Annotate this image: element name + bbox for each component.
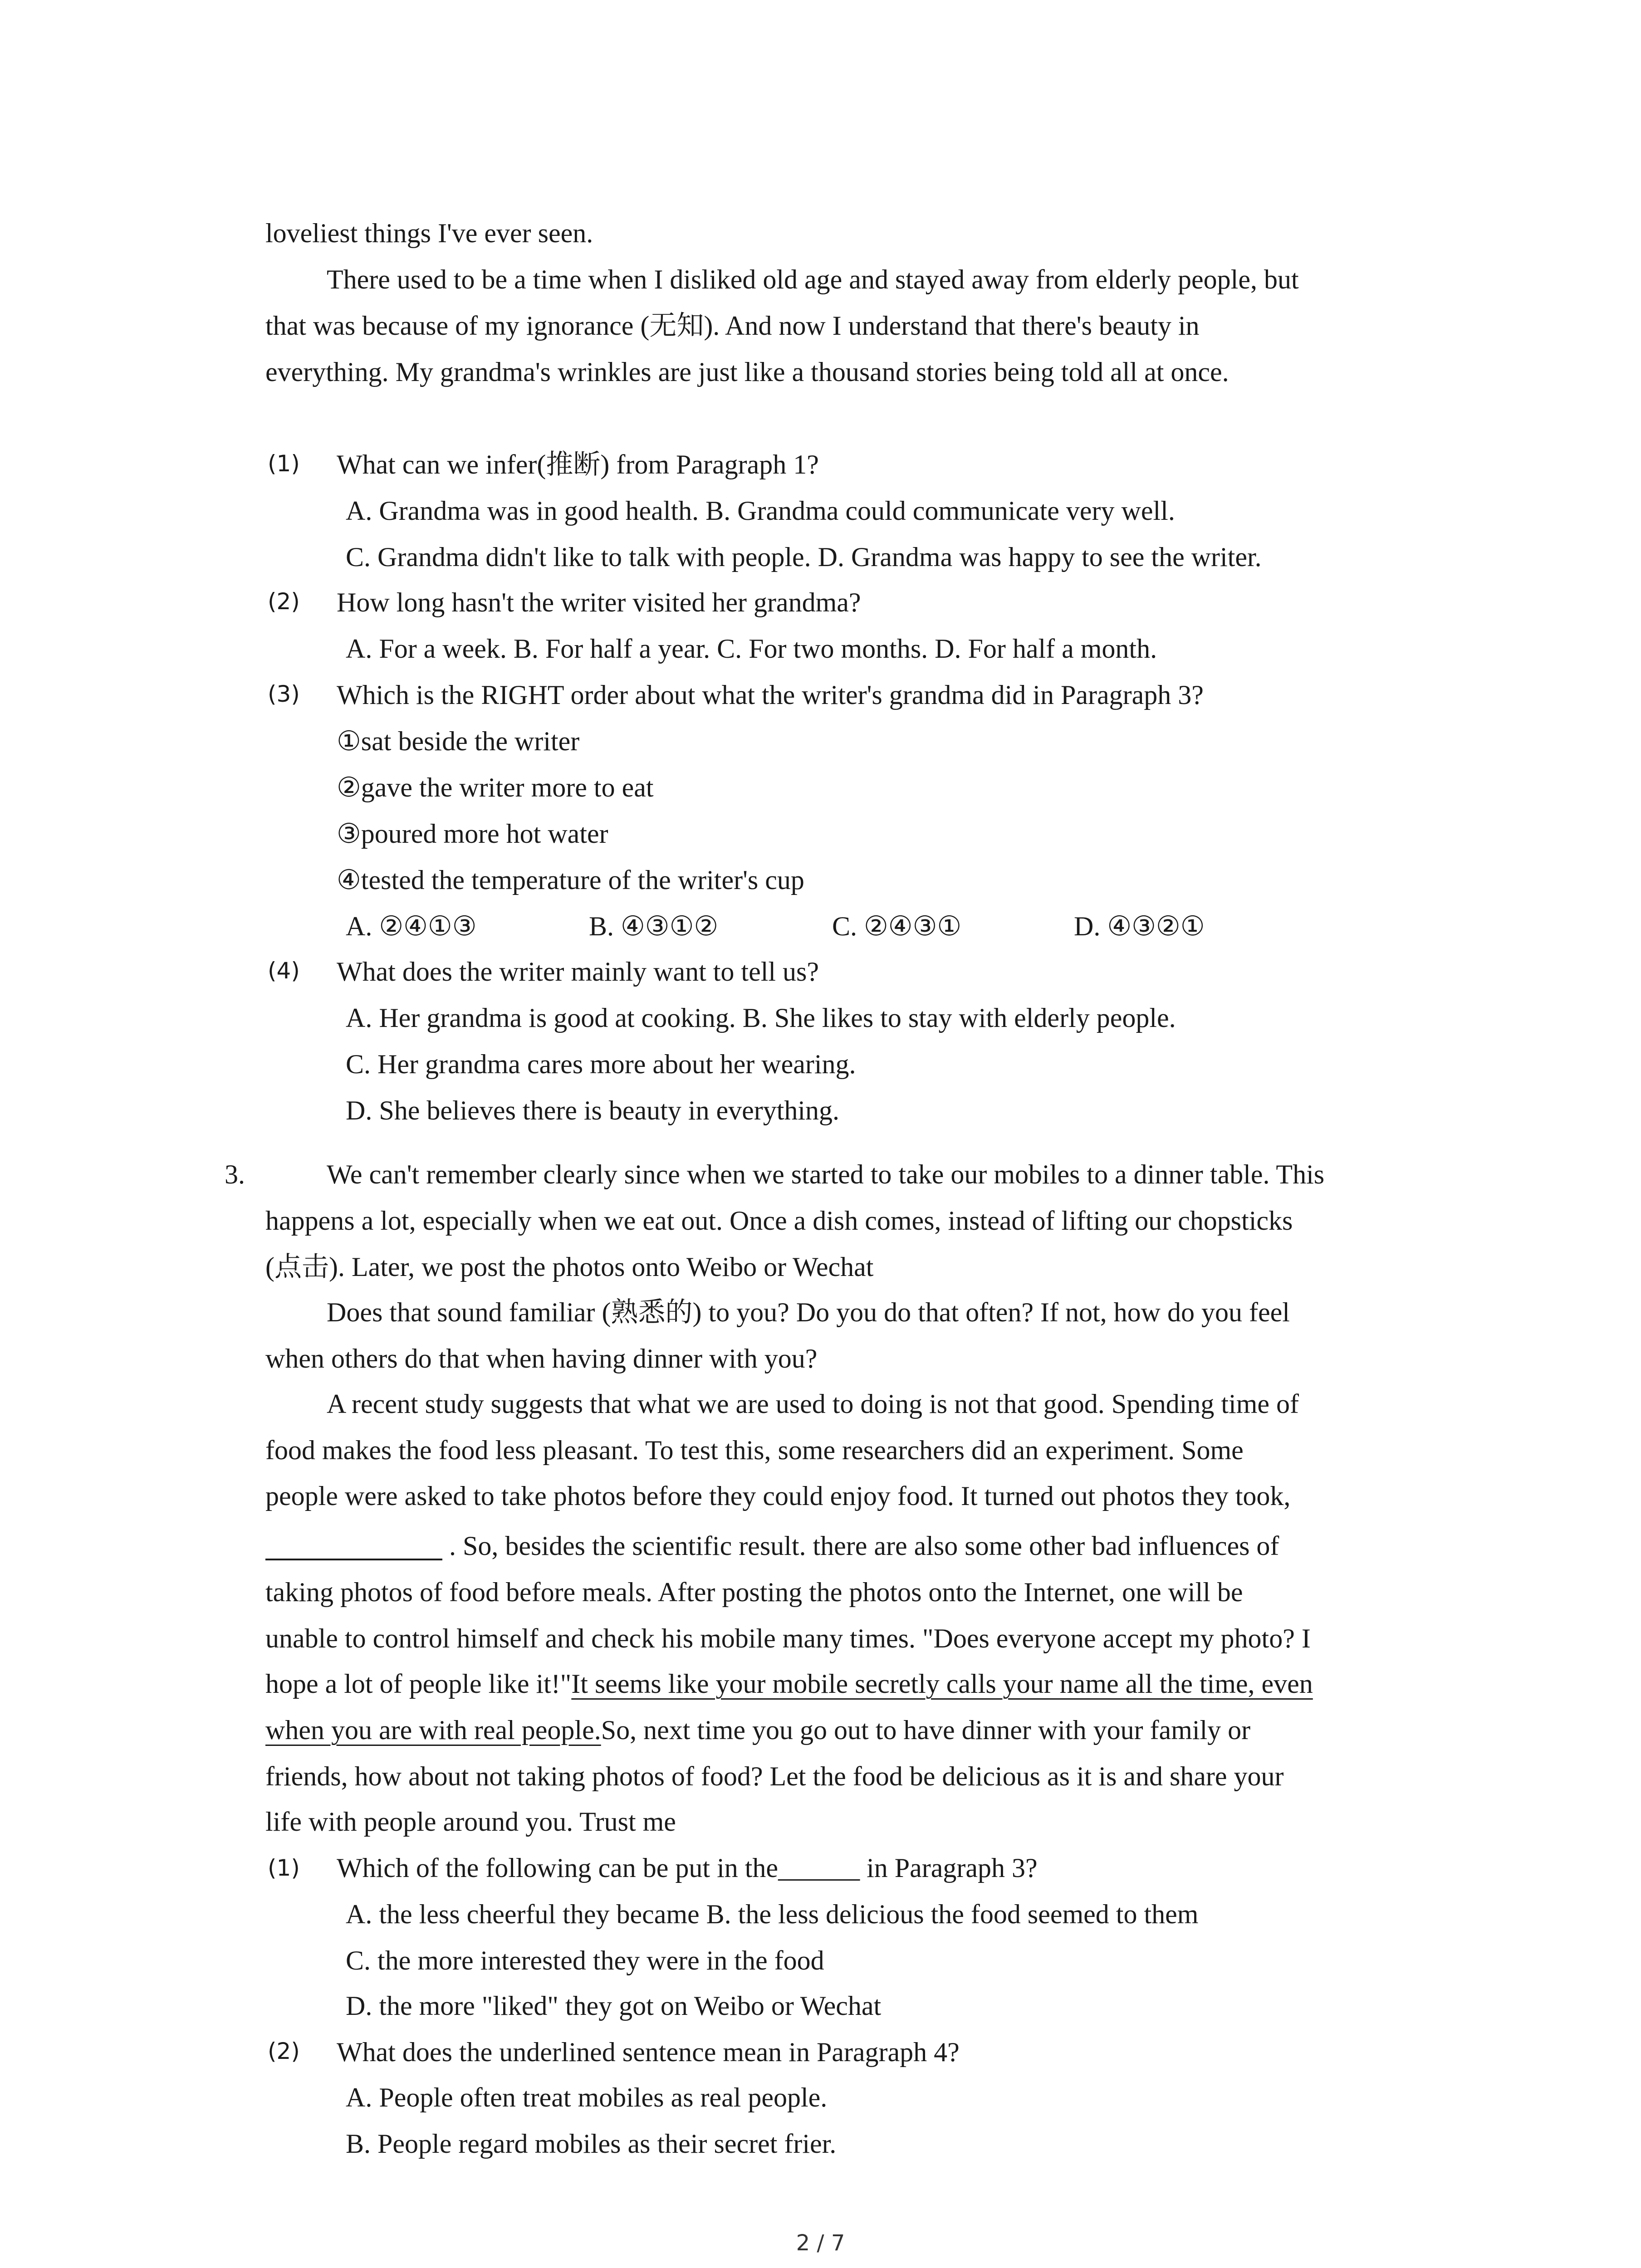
answer-options[interactable]: A. the less cheerful they became B. the less delicious the food seemed to them [346,1899,1199,1929]
underlined-sentence: when you are with real people. [265,1715,601,1745]
question-number: (1) [268,450,300,477]
question-stem [337,1852,1038,1884]
text-line: . So, besides the scientific result. there are also some other bad influences of [449,1531,1279,1561]
text-line: that was because of my ignorance (无知). And now I understand that there's beauty in [265,311,1200,341]
question-stem: How long hasn't the writer visited her grandma? [337,587,861,617]
passage-number: 3. [225,1159,245,1189]
text-line: loveliest things I've ever seen. [265,218,593,248]
question-number: (2) [268,2038,300,2064]
question-stem: What does the underlined sentence mean in Paragraph 4? [337,2037,960,2067]
text-line: food makes the food less pleasant. To test this, some researchers did an experiment. Some [265,1435,1244,1465]
question-number: (3) [268,681,300,707]
text-line: A recent study suggests that what we are used to doing is not that good. Spending time of [327,1389,1299,1419]
question-stem-part: in Paragraph 3? [860,1853,1038,1883]
blank-marker: ______ [778,1853,860,1883]
answer-option-d[interactable]: D. ④③②① [1074,911,1205,941]
text-line: unable to control himself and check his mobile many times. "Does everyone accept my photo? I [265,1623,1311,1653]
question-stem-part: Which of the following can be put in the [337,1853,779,1883]
text-line: when others do that when having dinner with you? [265,1344,818,1374]
text-line: Does that sound familiar (熟悉的) to you? Do you do that often? If not, how do you feel [327,1297,1290,1327]
text-line [265,1667,1313,1700]
question-number: (2) [268,588,300,615]
text-line [265,1714,1250,1746]
text-line: friends, how about not taking photos of food? Let the food be delicious as it is and share your [265,1761,1284,1791]
answer-option-a[interactable]: A. ②④①③ [346,911,477,941]
sequence-item: ③poured more hot water [337,819,608,849]
question-number: (4) [268,958,300,984]
underlined-sentence: It seems like your mobile secretly calls your name all the time, even [571,1669,1313,1699]
text-line: life with people around you. Trust me [265,1807,676,1837]
text-line: everything. My grandma's wrinkles are just like a thousand stories being told all at once. [265,357,1229,387]
page-number: 2 / 7 [796,2230,845,2256]
answer-option-c[interactable]: C. Her grandma cares more about her wearing. [346,1049,856,1079]
sequence-item: ④tested the temperature of the writer's cup [337,865,804,895]
sequence-item: ①sat beside the writer [337,726,580,756]
fill-in-blank [265,1559,442,1560]
answer-option-d[interactable]: D. the more "liked" they got on Weibo or Wechat [346,1991,882,2021]
answer-option-d[interactable]: D. She believes there is beauty in everything. [346,1095,840,1125]
answer-option-b[interactable]: B. ④③①② [589,911,719,941]
text-line: (点击). Later, we post the photos onto Weibo or Wechat [265,1252,874,1282]
answer-option-c[interactable]: C. ②④③① [832,911,962,941]
question-stem: Which is the RIGHT order about what the writer's grandma did in Paragraph 3? [337,680,1204,710]
question-stem: What can we infer(推断) from Paragraph 1? [337,450,819,479]
answer-options[interactable]: A. Grandma was in good health. B. Grandma could communicate very well. [346,496,1175,526]
answer-options[interactable]: C. Grandma didn't like to talk with people. D. Grandma was happy to see the writer. [346,542,1262,572]
text-line: We can't remember clearly since when we started to take our mobiles to a dinner table. This [327,1159,1325,1189]
text-line: people were asked to take photos before they could enjoy food. It turned out photos they took, [265,1481,1291,1511]
sequence-item: ②gave the writer more to eat [337,772,654,802]
answer-options[interactable]: A. For a week. B. For half a year. C. For two months. D. For half a month. [346,634,1157,664]
answer-options[interactable]: A. Her grandma is good at cooking. B. She likes to stay with elderly people. [346,1003,1176,1033]
answer-option-b[interactable]: B. People regard mobiles as their secret frier. [346,2129,837,2159]
question-number: (1) [268,1855,300,1881]
text-line: taking photos of food before meals. After posting the photos onto the Internet, one will be [265,1577,1243,1607]
text-segment: So, next time you go out to have dinner with your family or [601,1715,1251,1745]
answer-option-a[interactable]: A. People often treat mobiles as real people. [346,2082,828,2112]
answer-option-c[interactable]: C. the more interested they were in the food [346,1945,824,1975]
text-line: There used to be a time when I disliked old age and stayed away from elderly people, but [327,264,1299,294]
text-segment: hope a lot of people like it!" [265,1669,572,1699]
question-stem: What does the writer mainly want to tell us? [337,957,819,987]
text-line: happens a lot, especially when we eat out. Once a dish comes, instead of lifting our chopsticks [265,1206,1293,1236]
